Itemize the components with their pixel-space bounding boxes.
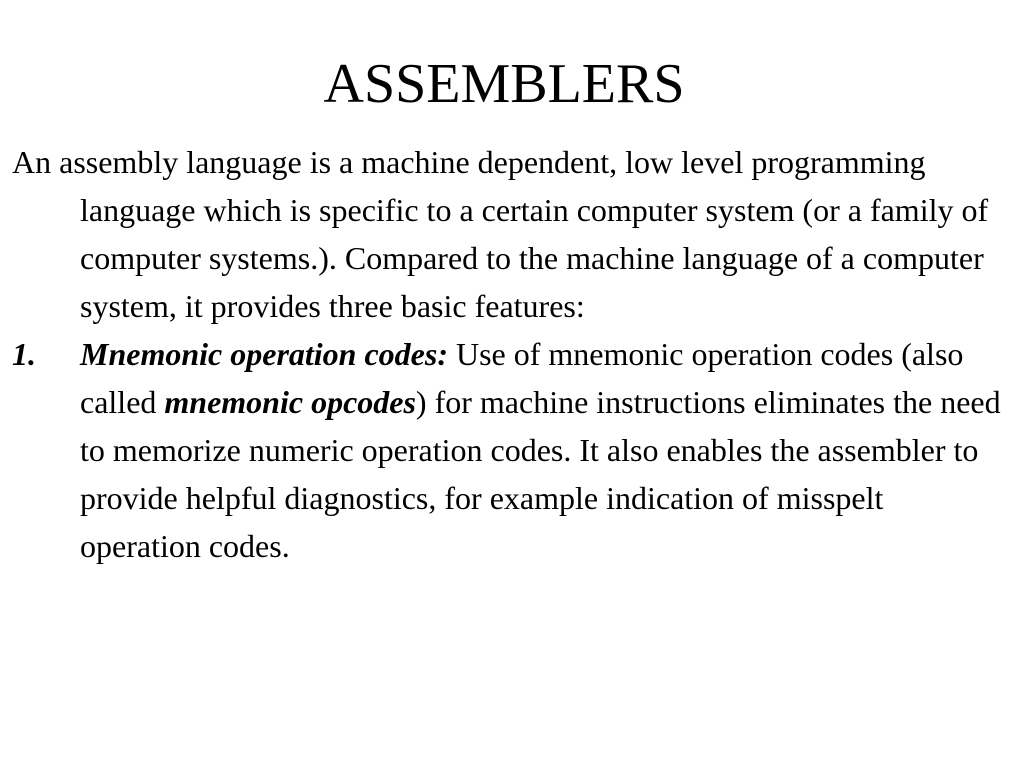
- list-item-inline-term: mnemonic opcodes: [164, 384, 416, 420]
- list-item: [12, 330, 1012, 570]
- slide-title: ASSEMBLERS: [323, 53, 685, 115]
- list-item-text-b: ) for machine instructions eliminates the need to memorize numeric operation codes. It also enables the assembler to provide helpful diagnostics, for example indication of misspelt operation codes.: [80, 384, 1001, 564]
- list-item-number: 1.: [12, 336, 36, 372]
- list-item-term: Mnemonic operation codes:: [80, 336, 448, 372]
- slide-body: [12, 138, 1012, 570]
- list-item-text-a: Use of mnemonic operation codes (also called: [80, 336, 964, 420]
- intro-paragraph: An assembly language is a machine dependent, low level programming language which is specific to a certain computer system (or a family of computer systems.). Compared to the machine language of a computer system, it provides three basic features:: [12, 144, 989, 324]
